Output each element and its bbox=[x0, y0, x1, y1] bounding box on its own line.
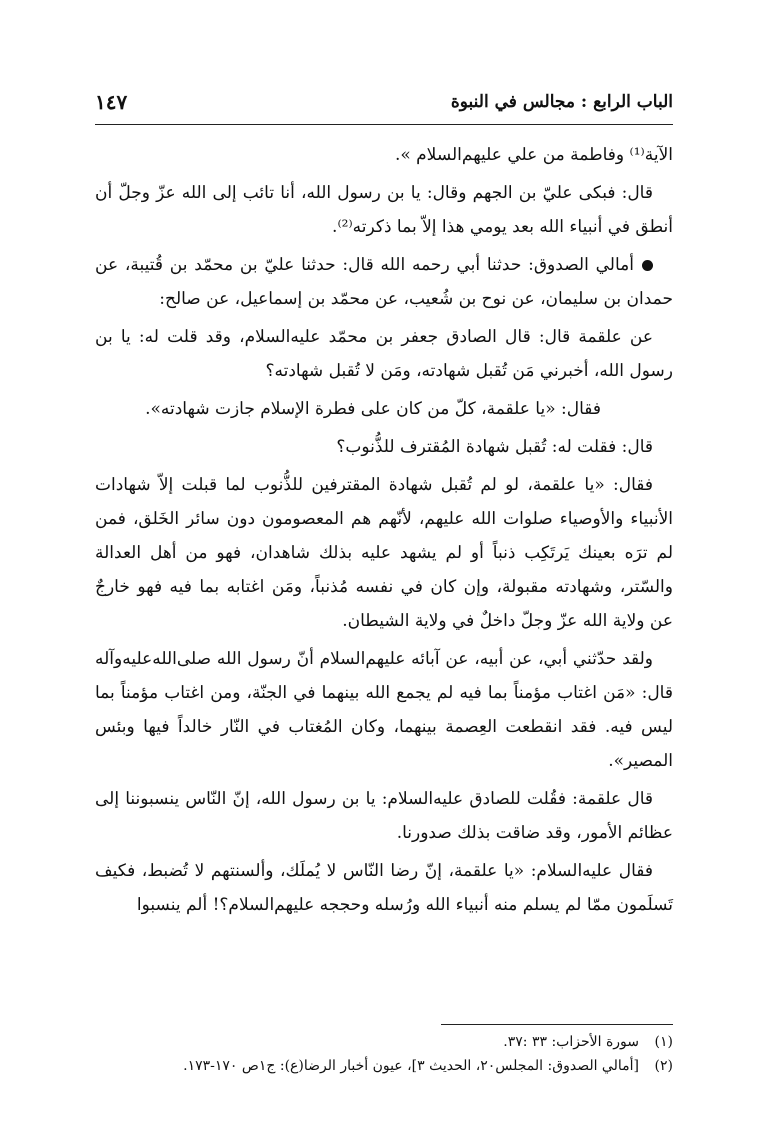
bullet-icon bbox=[642, 260, 653, 271]
footnote bbox=[95, 1030, 673, 1054]
paragraph-bulleted bbox=[95, 248, 673, 316]
header-rule bbox=[95, 124, 673, 125]
footnote bbox=[95, 1054, 673, 1078]
paragraph: قال: فبكى عليّ بن الجهم وقال: يا بن رسول الله، أنا تائب إلى الله عزّ وجلّ أن أنطق في أنبياء الله بعد يومي هذا إلاّ بما ذكرته⁽²⁾. bbox=[95, 183, 673, 237]
page-body bbox=[95, 138, 673, 926]
paragraph-text: أمالي الصدوق: حدثنا أبي رحمه الله قال: حدثنا عليّ بن محمّد بن قُتيبة، عن حمدان بن سليمان، عن نوح بن شُعيب، عن محمّد بن إسماعيل، عن صالح: bbox=[95, 255, 673, 309]
paragraph: قال: فقلت له: تُقبل شهادة المُقترف للذُّنوب؟ bbox=[336, 437, 653, 457]
running-header bbox=[95, 88, 673, 122]
footnote-text: سورة الأحزاب: ٣٣ :٣٧. bbox=[503, 1034, 639, 1050]
paragraph: عن علقمة قال: قال الصادق جعفر بن محمّد عليه‌السلام، وقد قلت له: يا بن رسول الله، أخبرني مَن تُقبل شهادته، ومَن لا تُقبل شهادته؟ bbox=[95, 327, 673, 381]
page-number: ١٤٧ bbox=[95, 90, 128, 114]
footnote-number: (١) bbox=[654, 1034, 673, 1050]
paragraph: ولقد حدّثني أبي، عن أبيه، عن آبائه عليهم‌السلام أنّ رسول الله صلى‌الله‌عليه‌وآله قال: «مَن اغتاب مؤمناً بما فيه لم يجمع الله بينهما في الجنّة، ومن اغتاب مؤمناً بما ليس فيه. فقد انقطعت العِصمة بينهما، وكان المُغتاب في النّار خالداً فيها وبئس المصير». bbox=[95, 649, 673, 771]
chapter-title: الباب الرابع : مجالس في النبوة bbox=[450, 92, 673, 112]
paragraph: فقال: «يا علقمة، لو لم تُقبل شهادة المقترفين للذُّنوب لما قبلت إلاّ شهادات الأنبياء والأوصياء صلوات الله عليهم، لأنّهم هم المعصومون دون سائر الخَلق، فمن لم ترَه بعينك يَرتَكِب ذنباً أو لم يشهد عليه بذلك شاهدان، فهو من أهل العدالة والسّتر، وشهادته مقبولة، وإن كان في نفسه مُذنباً، ومَن اغتابه بما فيه فهو خارجٌ عن ولاية الله عزّ وجلّ داخلٌ في ولاية الشيطان. bbox=[95, 475, 673, 631]
paragraph: فقال عليه‌السلام: «يا علقمة، إنّ رضا النّاس لا يُملَك، وألسنتهم لا تُضبط، فكيف تَسلَمون ممّا لم يسلم منه أنبياء الله ورُسله وحججه عليهم‌السلام؟! ألم ينسبوا bbox=[95, 861, 673, 915]
paragraph: الآية⁽¹⁾ وفاطمة من علي عليهم‌السلام ». bbox=[394, 145, 673, 165]
footnote-number: (٢) bbox=[654, 1058, 673, 1074]
paragraph: قال علقمة: فقُلت للصادق عليه‌السلام: يا بن رسول الله، إنّ النّاس ينسبوننا إلى عظائم الأمور، وقد ضاقت بذلك صدورنا. bbox=[95, 789, 673, 843]
footnotes bbox=[95, 1030, 673, 1078]
footnote-text: [أمالي الصدوق: المجلس٢٠، الحديث ٣]، عيون أخبار الرضا(ع): ج١ص ١٧٠-١٧٣. bbox=[183, 1058, 639, 1074]
paragraph: فقال: «يا علقمة، كلّ من كان على فطرة الإسلام جازت شهادته». bbox=[145, 399, 601, 419]
footnote-rule bbox=[441, 1024, 673, 1025]
